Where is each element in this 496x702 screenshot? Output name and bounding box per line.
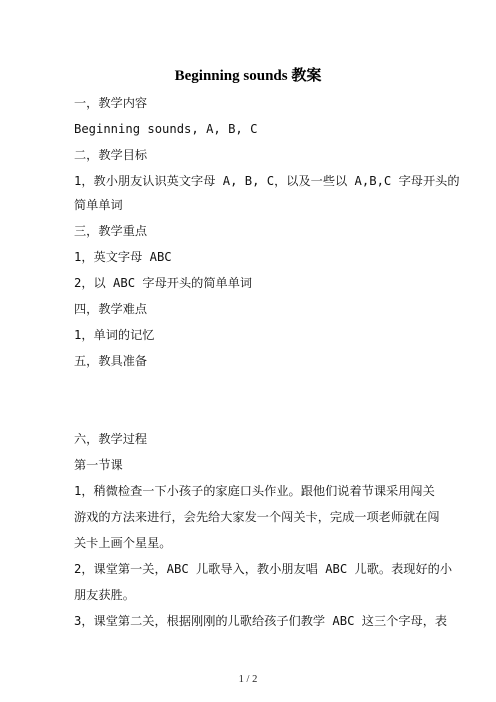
section-heading-materials: 五，教具准备 (74, 354, 148, 368)
section-heading-objectives: 二，教学目标 (74, 148, 148, 162)
section-heading-key-points: 三，教学重点 (74, 224, 148, 238)
page-number: 1 / 2 (238, 674, 258, 685)
content-text: Beginning sounds, A, B, C (74, 122, 258, 136)
key-point-2: 2，以 ABC 字母开头的简单单词 (74, 276, 253, 290)
section-heading-difficulty: 四，教学难点 (74, 302, 148, 316)
document-title: Beginning sounds 教案 (174, 68, 322, 84)
objective-text-line-2: 简单单词 (74, 198, 123, 212)
objective-text-line-1: 1，教小朋友认识英文字母 A, B, C，以及一些以 A,B,C 字母开头的 (74, 174, 460, 188)
process-step-1-line-3: 关卡上画个星星。 (74, 536, 172, 550)
difficulty-point-1: 1，单词的记忆 (74, 328, 155, 342)
process-step-1-line-2: 游戏的方法来进行，会先给大家发一个闯关卡，完成一项老师就在闯 (74, 510, 440, 524)
process-step-2-line-1: 2，课堂第一关，ABC 儿歌导入，教小朋友唱 ABC 儿歌。表现好的小 (74, 562, 453, 576)
section-heading-process: 六，教学过程 (74, 432, 148, 446)
process-step-1-line-1: 1，稍微检查一下小孩子的家庭口头作业。跟他们说着节课采用闯关 (74, 484, 435, 498)
process-step-2-line-2: 朋友获胜。 (74, 588, 135, 602)
key-point-1: 1，英文字母 ABC (74, 250, 172, 264)
process-step-3-line-1: 3，课堂第二关，根据刚刚的儿歌给孩子们教学 ABC 这三个字母，表 (74, 614, 448, 628)
lesson-one-heading: 第一节课 (74, 458, 123, 472)
section-heading-content: 一，教学内容 (74, 96, 148, 110)
